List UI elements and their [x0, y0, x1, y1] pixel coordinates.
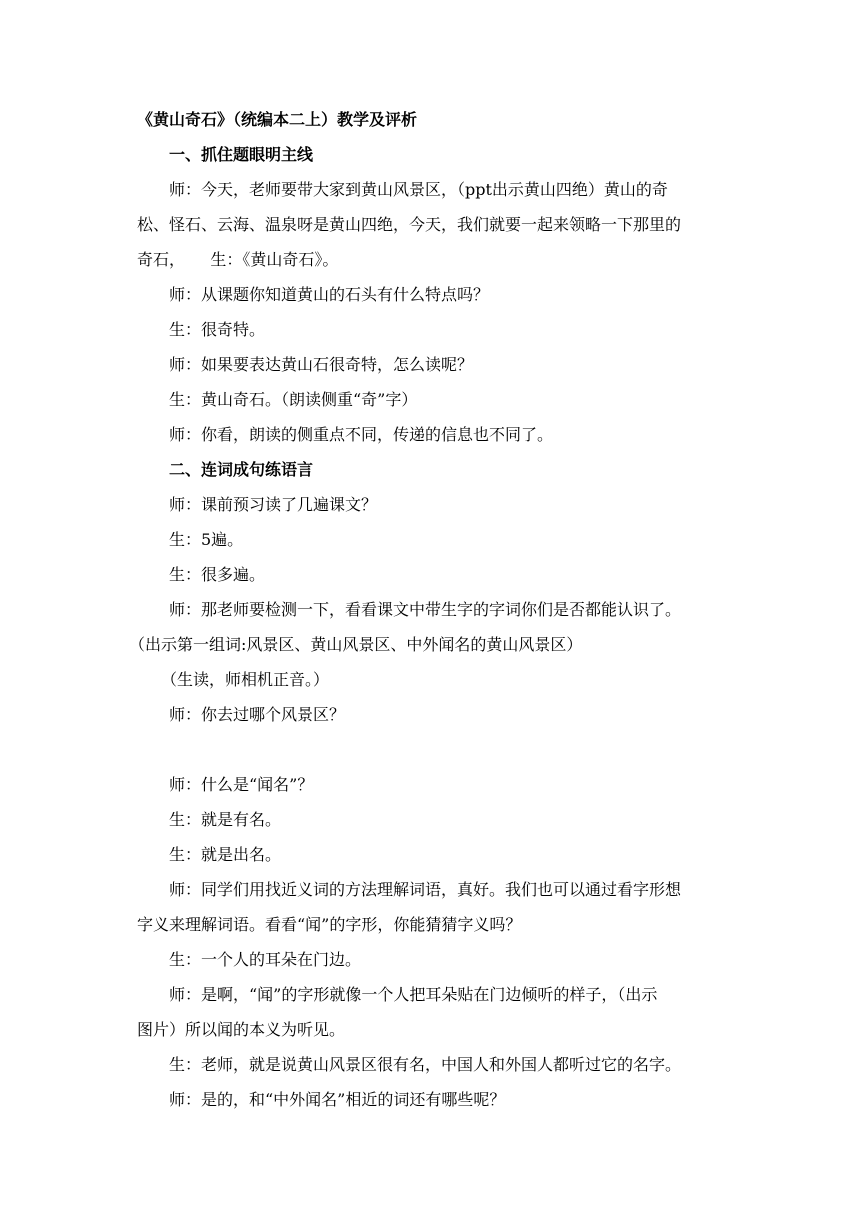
blank-line	[137, 732, 721, 767]
paragraph-line: 师：你去过哪个风景区？	[169, 705, 346, 724]
paragraph-line: 师：从课题你知道黄山的石头有什么特点吗？	[169, 285, 490, 304]
paragraph-line: 师：是啊，“闻”的字形就像一个人把耳朵贴在门边倾听的样子，（出示	[169, 985, 658, 1004]
paragraph-line: 师：如果要表达黄山石很奇特，怎么读呢？	[169, 355, 474, 374]
paragraph-line: 师：你看，朗读的侧重点不同，传递的信息也不同了。	[169, 425, 554, 444]
document-body	[129, 102, 721, 1117]
paragraph-line: 生：黄山奇石。（朗读侧重“奇”字）	[169, 390, 418, 409]
document-title: 《黄山奇石》（统编本二上）教学及评析	[137, 110, 418, 129]
paragraph-line: 生：很奇特。	[169, 320, 266, 339]
paragraph-line: 生：5遍。	[169, 530, 244, 549]
paragraph-line: 生：就是有名。	[169, 810, 282, 829]
paragraph-line: 师：课前预习读了几遍课文？	[169, 495, 378, 514]
paragraph-line: 师：同学们用找近义词的方法理解词语，真好。我们也可以通过看字形想	[169, 880, 682, 899]
paragraph-line: 图片）所以闻的本义为听见。	[137, 1020, 346, 1039]
paragraph-line: 生：一个人的耳朵在门边。	[169, 950, 362, 969]
section-heading-2: 二、连词成句练语言	[169, 460, 314, 479]
paragraph-line: 师：那老师要检测一下，看看课文中带生字的字词你们是否都能认识了。	[169, 600, 682, 619]
paragraph-line: 生：老师，就是说黄山风景区很有名，中国人和外国人都听过它的名字。	[169, 1055, 682, 1074]
paragraph-line: 生：就是出名。	[169, 845, 282, 864]
paragraph-line: （出示第一组词:风景区、黄山风景区、中外闻名的黄山风景区）	[129, 635, 583, 654]
paragraph-line: 松、怪石、云海、温泉呀是黄山四绝，今天，我们就要一起来领略一下那里的	[137, 215, 682, 234]
section-heading-1: 一、抓住题眼明主线	[169, 145, 314, 164]
paragraph-line: （生读，师相机正音。）	[161, 670, 330, 689]
paragraph-line: 师：什么是“闻名”？	[169, 775, 314, 794]
paragraph-line: 师：是的，和“中外闻名”相近的词还有哪些呢？	[169, 1090, 506, 1109]
paragraph-line: 师：今天，老师要带大家到黄山风景区，（ppt出示黄山四绝）黄山的奇	[169, 180, 668, 199]
paragraph-line: 奇石， 生：《黄山奇石》。	[137, 250, 339, 269]
paragraph-line: 字义来理解词语。看看“闻”的字形，你能猜猜字义吗？	[137, 915, 522, 934]
paragraph-line: 生：很多遍。	[169, 565, 266, 584]
